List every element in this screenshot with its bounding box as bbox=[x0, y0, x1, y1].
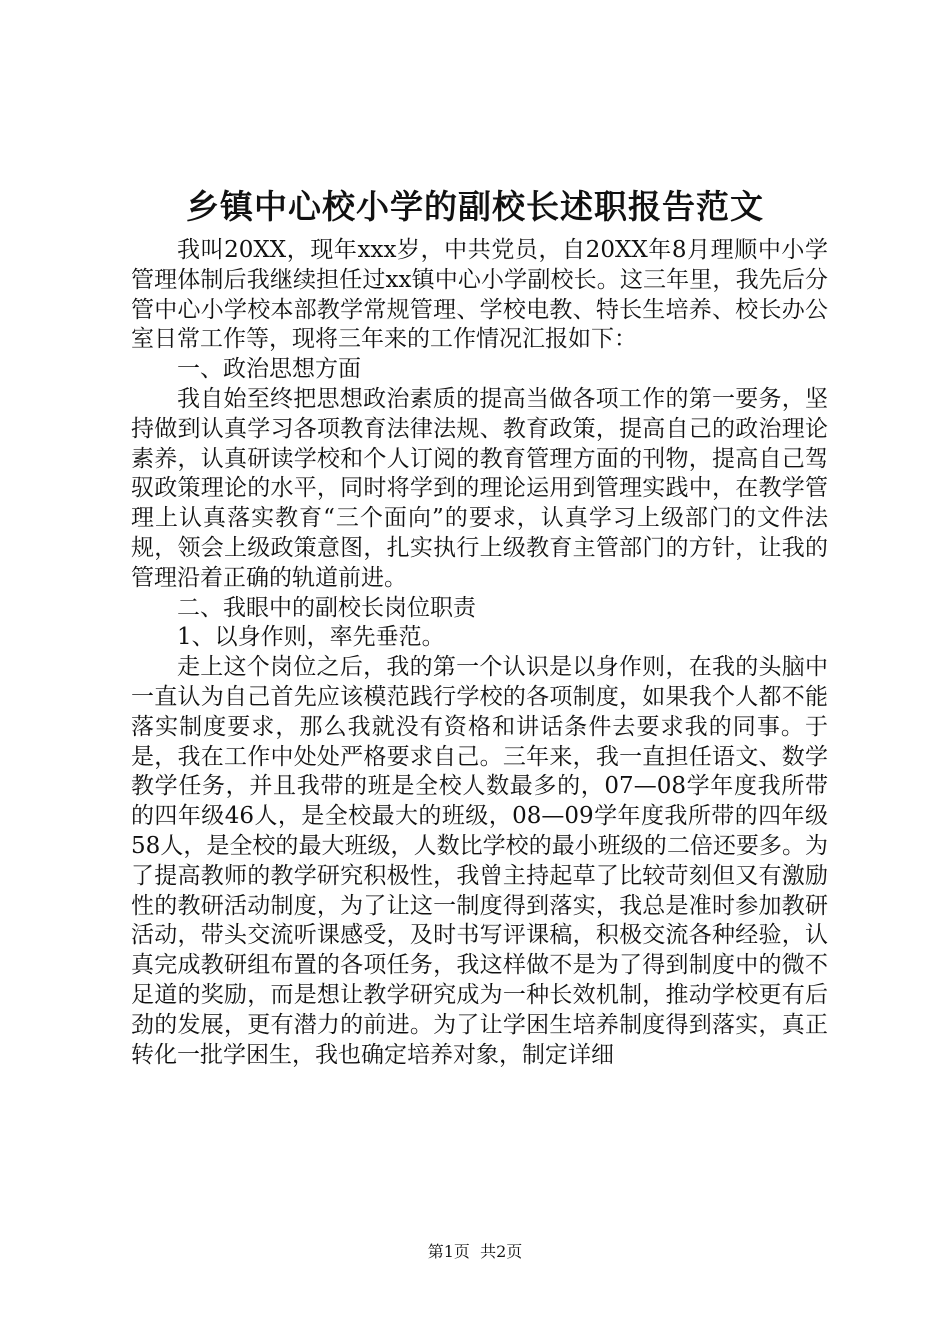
paragraph-lead-by-example: 走上这个岗位之后，我的第一个认识是以身作则，在我的头脑中一直认为自己首先应该模范践行学校的各项制度，如果我个人都不能落实制度要求，那么我就没有资格和讲话条件去要求我的同事。于是，我在工作中处处严格要求自己。三年来，我一直担任语文、数学教学任务，并且我带的班是全校人数最多的，07—08学年度我所带的四年级46人，是全校最大的班级，08—09学年度我所带的四年级58人，是全校的最大班级，人数比学校的最小班级的二倍还要多。为了提高教师的教学研究积极性，我曾主持起草了比较苛刻但又有激励性的教研活动制度，为了让这一制度得到落实，我总是准时参加教研活动，带头交流听课感受，及时书写评课稿，积极交流各种经验，认真完成教研组布置的各项任务，我这样做不是为了得到制度中的微不足道的奖励，而是想让教学研究成为一种长效机制，推动学校更有后劲的发展，更有潜力的前进。为了让学困生培养制度得到落实，真正转化一批学困生，我也确定培养对象，制定详细 bbox=[131, 654, 828, 1068]
paragraph-intro: 我叫20XX，现年xxx岁，中共党员，自20XX年8月理顺中小学管理体制后我继续担任过xx镇中心小学副校长。这三年里，我先后分管中心小学校本部教学常规管理、学校电教、特长生培养、校长办公室日常工作等，现将三年来的工作情况汇报如下： bbox=[131, 237, 828, 353]
page-number-footer: 第1页 共2页 bbox=[427, 1242, 523, 1261]
paragraph-political: 我自始至终把思想政治素质的提高当做各项工作的第一要务，坚持做到认真学习各项教育法律法规、教育政策，提高自己的政治理论素养，认真研读学校和个人订阅的教育管理方面的刊物，提高自己驾驭政策理论的水平，同时将学到的理论运用到管理实践中，在教学管理上认真落实教育“三个面向”的要求，认真学习上级部门的文件法规，领会上级政策意图，扎实执行上级教育主管部门的方针，让我的管理沿着正确的轨道前进。 bbox=[131, 385, 828, 591]
document-title: 乡镇中心校小学的副校长述职报告范文 bbox=[186, 187, 764, 226]
subheading-lead-by-example: 1、以身作则，率先垂范。 bbox=[177, 624, 445, 651]
document-body bbox=[131, 236, 828, 1070]
section-heading-duties: 二、我眼中的副校长岗位职责 bbox=[177, 594, 476, 621]
section-heading-political: 一、政治思想方面 bbox=[177, 356, 361, 383]
